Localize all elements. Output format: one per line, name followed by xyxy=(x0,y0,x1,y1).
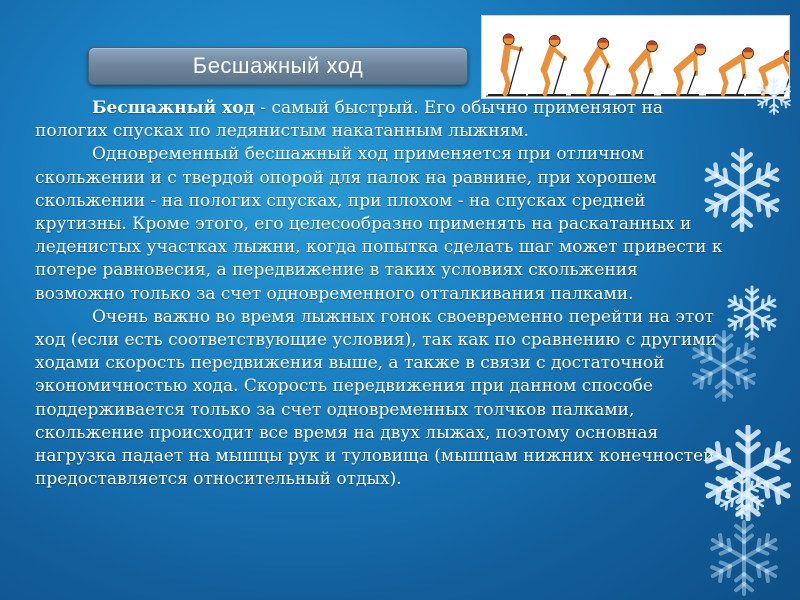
title-bar xyxy=(88,47,468,85)
paragraph-2: Одновременный бесшажный ход применяется при отличном скольжении и с твердой опорой для палок на равнине, при хорошем скольжении - на пологих спусках, при плохом - на спусках средней крутизны. Кроме этого, его целесообразно применять на раскатанных и леденистых участках лыжни, когда попытка сделать шаг может привести к потере равновесия, а передвижение в таких условиях скольжения возможно только за счет одновременного отталкивания палками. xyxy=(35,144,723,304)
body-text xyxy=(35,97,725,491)
paragraph-3: Очень важно во время лыжных гонок своевременно перейти на этот ход (если есть соответствующие условия), так как по сравнению с другими ходами скорость передвижения выше, а также в связи с достаточной экономичностью хода. Скорость передвижения при данном способе поддерживается только за счет одновременных толчков палками, скольжение происходит все время на двух лыжах, поэтому основная нагрузка падает на мышцы рук и туловища (мышцам нижних конечностей предоставляется относительный отдых). xyxy=(35,306,717,490)
snowflake-icon xyxy=(706,520,782,596)
paragraph-1-rest: - самый быстрый. Его обычно применяют на пологих спусках по ледянистым накатанным лыжням. xyxy=(35,98,664,142)
paragraph-1-lead: Бесшажный ход xyxy=(92,98,255,118)
slide-title: Бесшажный ход xyxy=(192,53,364,78)
snowflake-icon xyxy=(700,148,784,232)
snowflake-icon xyxy=(688,330,760,402)
paragraph-1 xyxy=(35,97,725,143)
snowflake-icon xyxy=(716,468,768,520)
snowflake-icon xyxy=(754,76,794,116)
skier-sequence-illustration xyxy=(481,15,790,99)
